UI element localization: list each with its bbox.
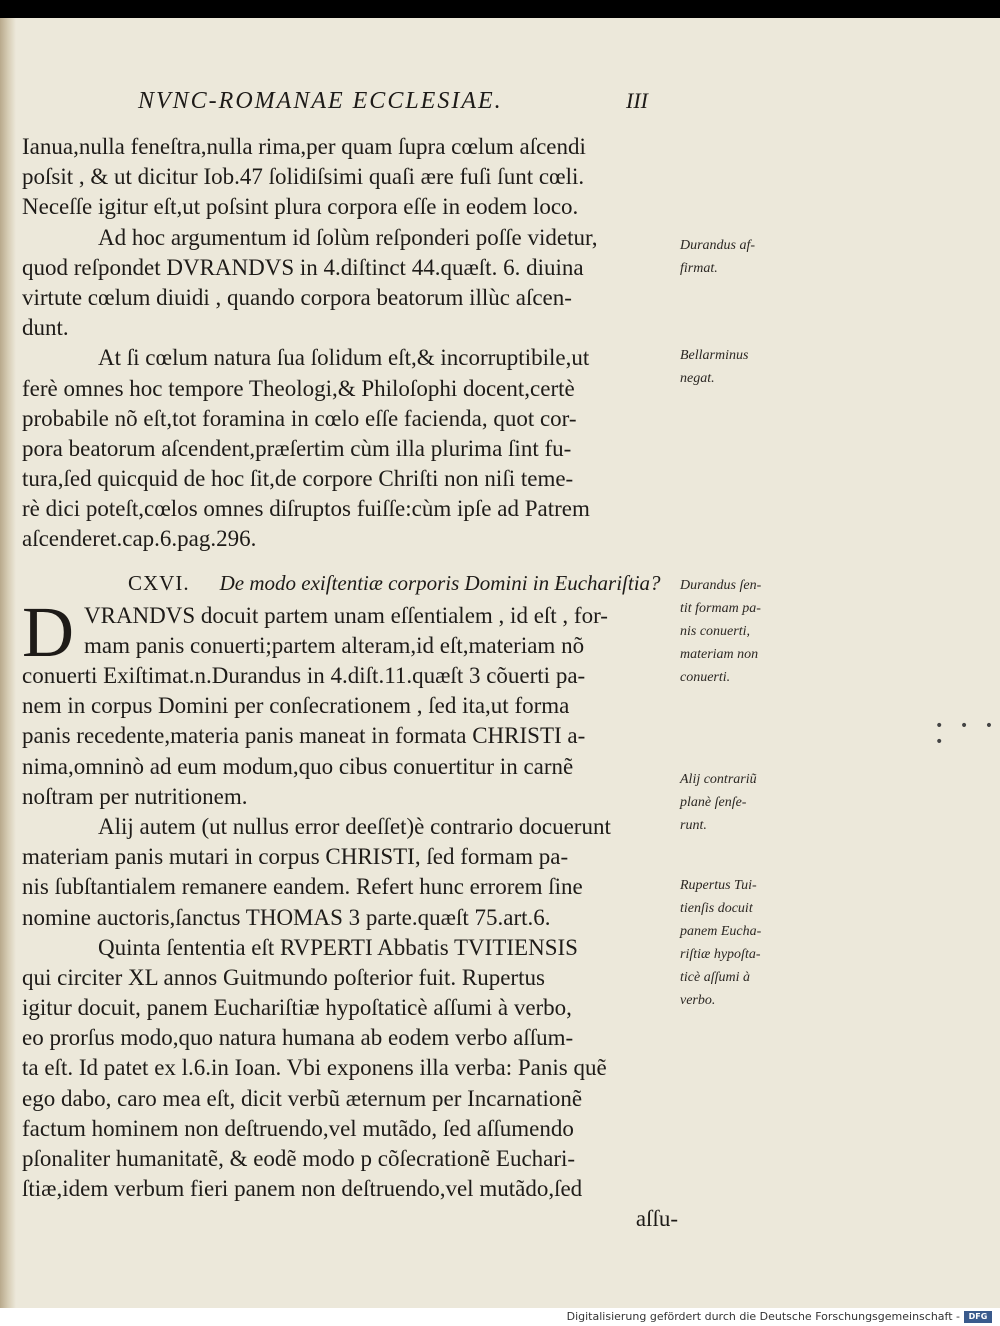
page-number: III xyxy=(626,88,648,113)
text-line: factum hominem non deſtruendo,vel mutãdo, ſed aſſumendo xyxy=(22,1115,574,1141)
text-line: probabile nõ eſt,tot foramina in cœlo eſſe facienda, quot cor- xyxy=(22,405,577,431)
text-line: tura,ſed quicquid de hoc ſit,de corpore Chriſti non niſi teme- xyxy=(22,466,574,492)
text-line: ta eſt. Id patet ex l.6.in Ioan. Vbi exponens illa verba: Panis quẽ xyxy=(22,1055,607,1081)
text-line: dunt. xyxy=(22,315,69,341)
running-title: NVNC-ROMANAE ECCLESIAE. xyxy=(138,88,503,114)
text-line: nem in corpus Domini per conſecrationem , ſed ita,ut forma xyxy=(22,693,570,719)
text-line: aſcenderet.cap.6.pag.296. xyxy=(22,526,257,552)
text-line: VRANDVS docuit partem unam eſſentialem , id eſt , for- xyxy=(84,602,608,628)
margin-note-bellarminus-negat: Bellarminus negat. xyxy=(680,348,749,386)
text-line: mam panis conuerti;partem alteram,id eſt,materiam nõ xyxy=(84,632,585,658)
main-text-column xyxy=(22,132,678,1235)
text-line: rè dici poteſt,cœlos omnes diſruptos fuiſſe:cùm ipſe ad Patrem xyxy=(22,496,590,522)
text-line: Neceſſe igitur eſt,ut poſsint plura corpora eſſe in eodem loco. xyxy=(22,194,579,220)
text-line: conuerti Exiſtimat.n.Durandus in 4.diſt.11.quæſt 3 cõuerti pa- xyxy=(22,663,586,688)
text-line: quod reſpondet DVRANDVS in 4.diſtinct 44.quæſt. 6. diuina xyxy=(22,254,584,280)
section-number: CXVI. xyxy=(128,570,190,595)
text-line: ſtiæ,idem verbum fieri panem non deſtruendo,vel mutãdo,ſed xyxy=(22,1176,583,1202)
text-line: qui circiter XL annos Guitmundo poſterior fuit. Rupertus xyxy=(22,964,545,990)
funding-credit: Digitalisierung gefördert durch die Deutsche Forschungsgemeinschaft - xyxy=(566,1310,960,1323)
text-line: ferè omnes hoc tempore Theologi,& Philoſophi docent,certè xyxy=(22,375,575,401)
text-line: noſtram per nutritionem. xyxy=(22,783,248,809)
text-line: poſsit , & ut dicitur Iob.47 ſolidiſsimi quaſi ære fuſi ſunt cœli. xyxy=(22,164,585,190)
footer-bar xyxy=(0,1308,1000,1326)
text-line: virtute cœlum diuidi , quando corpora beatorum illùc aſcen- xyxy=(22,284,572,310)
text-line: Ad hoc argumentum id ſolùm reſponderi poſſe videtur, xyxy=(98,224,598,250)
margin-note-durandus-affirmat: Durandus af- firmat. xyxy=(680,238,756,276)
text-line: nomine auctoris,ſanctus THOMAS 3 parte.quæſt 75.art.6. xyxy=(22,904,551,930)
spacer xyxy=(22,555,678,565)
page-gutter-edge xyxy=(0,18,16,1308)
text-line: At ſi cœlum natura ſua ſolidum eſt,& incorruptibile,ut xyxy=(98,345,590,371)
text-line: panis recedente,materia panis maneat in formata CHRISTI a- xyxy=(22,723,586,749)
edge-dots: • • • • xyxy=(935,718,998,750)
text-line: igitur docuit, panem Euchariſtiæ hypoſtaticè aſſumi à verbo, xyxy=(22,995,572,1021)
text-line: ego dabo, caro mea eſt, dicit verbũ æternum per Incarnationẽ xyxy=(22,1085,583,1111)
dropcap-paragraph xyxy=(22,591,678,812)
section-title: De modo exiſtentiæ corporis Domini in Euchariſtia? xyxy=(219,570,661,595)
text-line: nima,omninò ad eum modum,quo cibus conuertitur in carnẽ xyxy=(22,753,574,779)
text-line: eo prorſus modo,quo natura humana ab eodem verbo aſſum- xyxy=(22,1025,574,1051)
margin-note-rupertus: Rupertus Tui- tienſis docuit panem Eucha- riſtiæ hypoſta- ticè aſſumi à verbo. xyxy=(680,878,762,1008)
dfg-logo: DFG xyxy=(964,1311,992,1323)
drop-cap-letter: D xyxy=(22,591,74,672)
text-line: pſonaliter humanitatẽ, & eodẽ modo p cõſecrationẽ Euchari- xyxy=(22,1146,576,1171)
book-page xyxy=(0,18,1000,1308)
text-line: Alij autem (ut nullus error deeſſet)è contrario docuerunt xyxy=(98,813,611,839)
text-line: Ianua,nulla feneſtra,nulla rima,per quam ſupra cœlum aſcendi xyxy=(22,134,586,159)
running-head xyxy=(0,88,1000,128)
text-line: Quinta ſententia eſt RVPERTI Abbatis TVITIENSIS xyxy=(98,934,578,960)
section-heading xyxy=(22,565,678,601)
text-line: pora beatorum aſcendent,præſertim cùm illa plurima ſint fu- xyxy=(22,435,572,461)
margin-note-alij-contrarium: Alij contrariũ planè ſenſe- runt. xyxy=(680,772,757,833)
catchword: aſſu- xyxy=(635,1206,678,1232)
text-line: nis ſubſtantialem remanere eandem. Refert hunc errorem ſine xyxy=(22,874,583,900)
margin-note-durandus-sentit: Durandus ſen- tit formam pa- nis conuerti, materiam non conuerti. xyxy=(680,578,762,685)
text-line: materiam panis mutari in corpus CHRISTI, ſed formam pa- xyxy=(22,844,569,870)
